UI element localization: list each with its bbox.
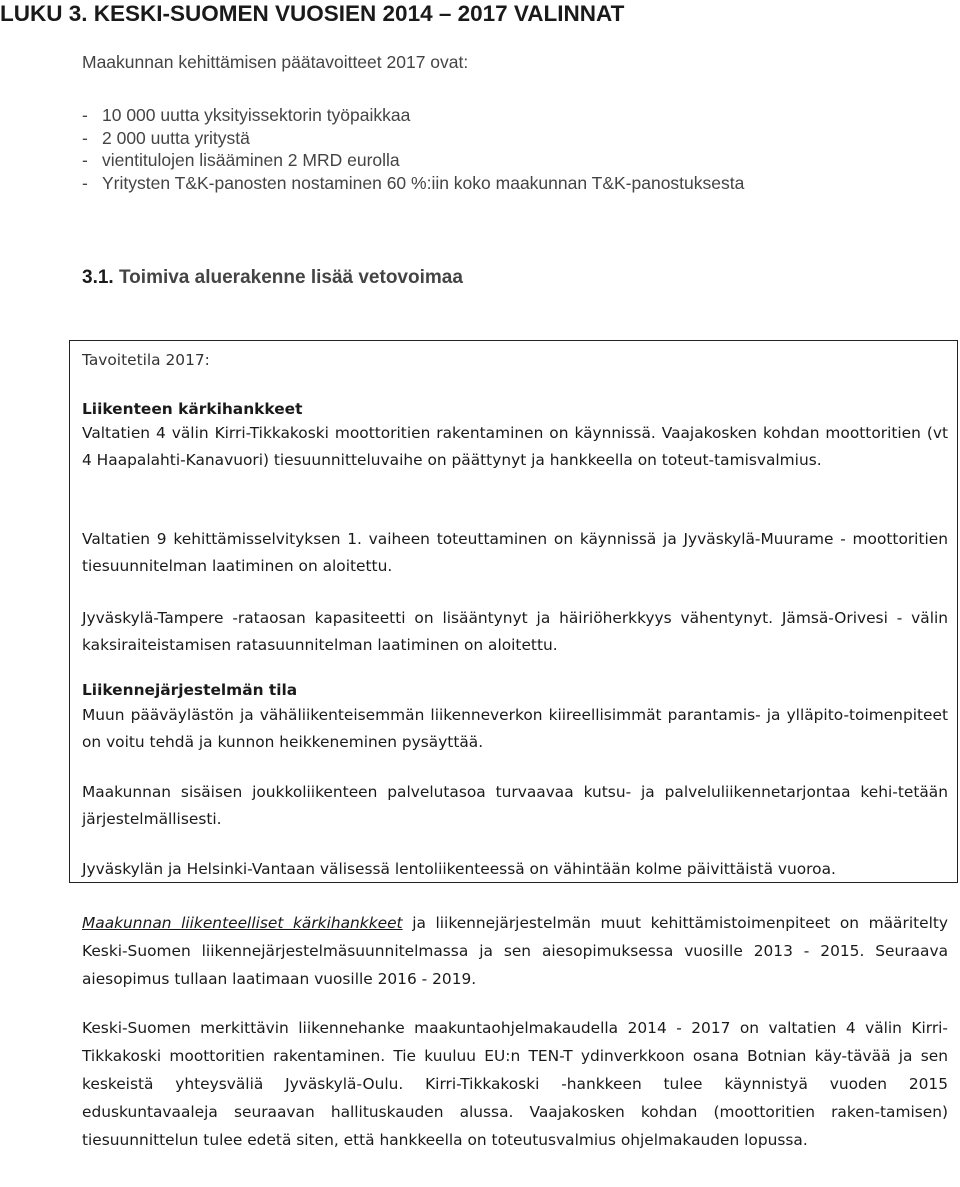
goal-list	[82, 104, 744, 195]
body-paragraph-lead: Maakunnan liikenteelliset kärkihankkeet	[82, 914, 403, 932]
transport-projects-paragraph: Valtatien 9 kehittämisselvityksen 1. vaiheen toteuttaminen on käynnissä ja Jyväskylä-Muurame - moottoritien tiesuunnitelman laatiminen on aloitettu.	[82, 530, 948, 576]
chapter-title: LUKU 3. KESKI-SUOMEN VUOSIEN 2014 – 2017 VALINNAT	[0, 1, 625, 26]
list-marker: -	[82, 105, 88, 125]
body-paragraph	[82, 909, 948, 993]
list-marker: -	[82, 127, 88, 148]
intro-text: Maakunnan kehittämisen päätavoitteet 2017 ovat:	[82, 52, 469, 72]
goal-text: vientitulojen lisääminen 2 MRD eurolla	[102, 150, 400, 171]
body-paragraph-text: ja liikennejärjestelmän muut kehittämistoimenpiteet on määritelty Keski-Suomen liikennejärjestelmäsuunnitelmassa ja sen aiesopimuksessa vuosille 2013 - 2015. Seuraava aiesopimus tullaan laatimaan vuosille 2016 - 2019.	[82, 914, 949, 988]
section-heading	[82, 266, 463, 290]
transport-system-paragraph: Maakunnan sisäisen joukkoliikenteen palvelutasoa turvaavaa kutsu- ja palveluliikennetarjontaa kehi-tetään järjestelmällisesti.	[82, 783, 948, 829]
section-title: Toimiva aluerakenne lisää vetovoimaa	[118, 267, 463, 288]
transport-projects-paragraph: Valtatien 4 välin Kirri-Tikkakoski moottoritien rakentaminen on käynnissä. Vaajakosken kohdan moottoritien (vt 4 Haapalahti-Kanavuori) tiesuunnitteluvaihe on päättynyt ja hankkeella on toteut-tamisvalmius.	[82, 424, 948, 470]
goal-text: 10 000 uutta yksityissektorin työpaikkaa	[102, 105, 411, 125]
goal-text: 2 000 uutta yritystä	[102, 127, 250, 148]
section-number: 3.1.	[82, 267, 114, 288]
list-marker: -	[82, 173, 88, 194]
transport-projects-paragraph: Jyväskylä-Tampere -rataosan kapasiteetti on lisääntynyt ja häiriöherkkyys vähentynyt. Jämsä-Orivesi - välin kaksiraiteistamisen ratasuunnitelman laatiminen on aloitettu.	[82, 609, 948, 655]
list-item	[82, 104, 744, 127]
list-marker: -	[82, 150, 88, 171]
body-paragraph: Keski-Suomen merkittävin liikennehanke maakuntaohjelmakaudella 2014 - 2017 on valtatien 4 välin Kirri-Tikkakoski moottoritien rakentaminen. Tie kuuluu EU:n TEN-T ydinverkkoon osana Botnian käy-tävää ja sen keskeistä yhteysväliä Jyväskylä-Oulu. Kirri-Tikkakoski -hankkeen tulee käynnistyä vuoden 2015 eduskuntavaaleja seuraavan hallituskauden alussa. Vaajakosken kohdan (moottoritien raken-tamisen) tiesuunnittelun tulee edetä siten, että hankkeella on toteutusvalmius ohjelmakauden lopussa.	[82, 1019, 948, 1149]
target-box-label: Tavoitetila 2017:	[82, 351, 210, 369]
transport-projects-heading: Liikenteen kärkihankkeet	[82, 400, 303, 418]
list-item	[82, 172, 744, 195]
list-item	[82, 149, 744, 172]
transport-system-heading: Liikennejärjestelmän tila	[82, 681, 298, 699]
transport-system-paragraph: Jyväskylän ja Helsinki-Vantaan välisessä lentoliikenteessä on vähintään kolme päivittäistä vuoroa.	[82, 860, 836, 878]
transport-system-paragraph: Muun pääväylästön ja vähäliikenteisemmän liikenneverkon kiireellisimmät parantamis- ja ylläpito-toimenpiteet on voitu tehdä ja kunnon heikkeneminen pysäyttää.	[82, 706, 948, 752]
goal-text: Yritysten T&K-panosten nostaminen 60 %:iin koko maakunnan T&K-panostuksesta	[102, 173, 745, 194]
list-item	[82, 127, 744, 150]
